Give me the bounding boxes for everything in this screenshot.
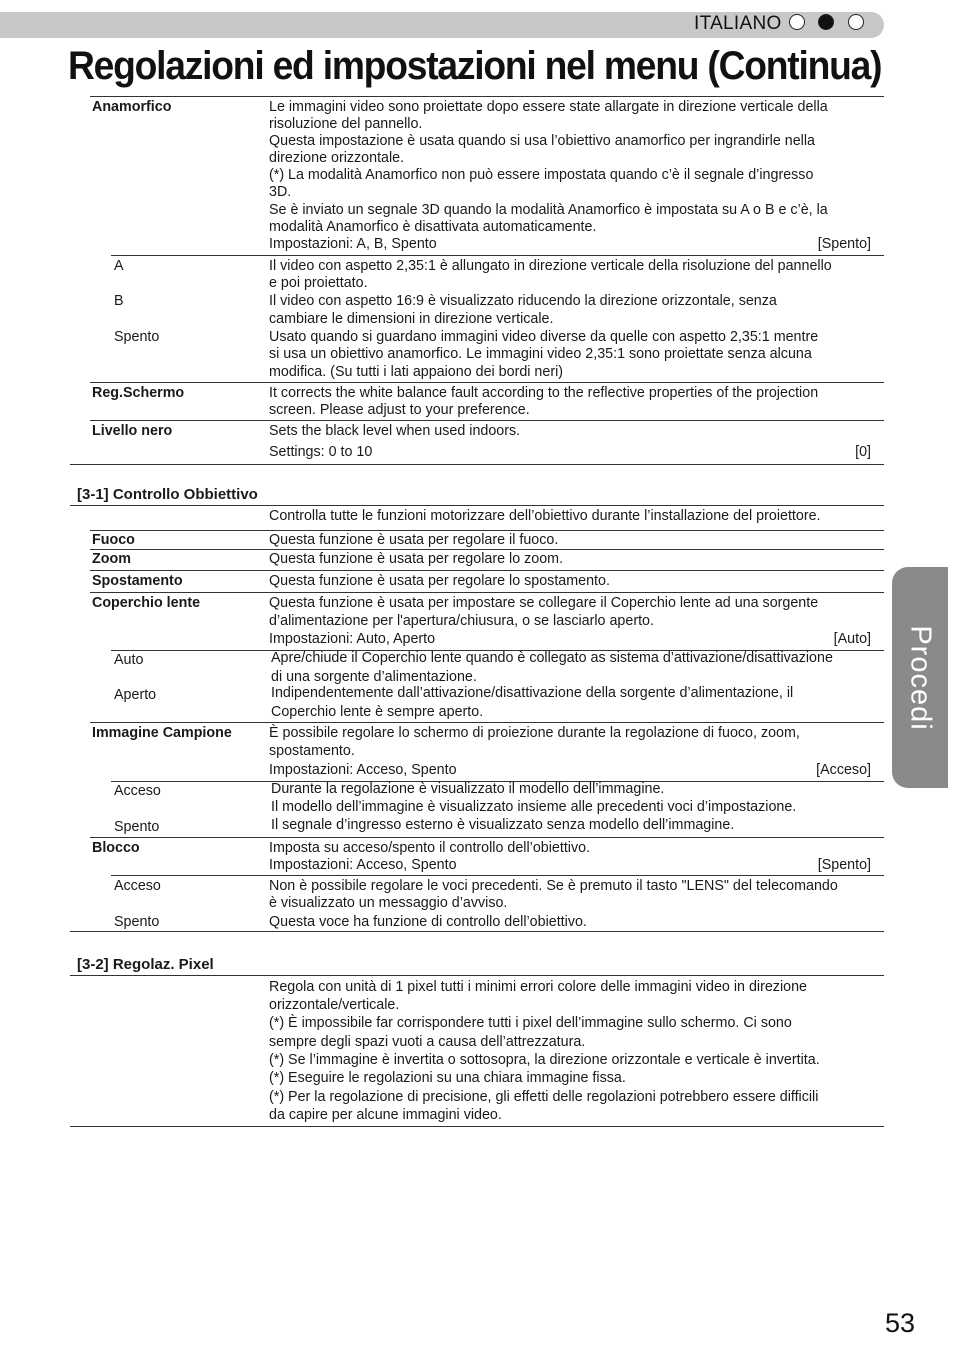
divider (90, 96, 884, 97)
zoom-text: Questa funzione è usata per regolare lo zoom. (269, 551, 564, 567)
anamorfico-text: (*) La modalità Anamorfico non può essere impostata quando c’è il segnale d’ingresso (269, 167, 814, 183)
option-label-aperto: Aperto (114, 687, 157, 703)
option-text: Usato quando si guardano immagini video diverse da quelle con aspetto 2,35:1 mentre (269, 329, 819, 345)
blocco-settings: Impostazioni: Acceso, Spento (269, 857, 457, 873)
option-text: Non è possibile regolare le voci precedenti. Se è premuto il tasto "LENS" del telecomando (269, 878, 838, 894)
page-title: Regolazioni ed impostazioni nel menu (Continua) (68, 44, 882, 88)
page-indicator-dot-2 (818, 14, 834, 30)
option-text: Coperchio lente è sempre aperto. (271, 704, 484, 720)
reg-schermo-text: It corrects the white balance fault according to the reflective properties of the projection (269, 385, 819, 401)
divider (70, 931, 884, 932)
spostamento-text: Questa funzione è usata per regolare lo spostamento. (269, 573, 610, 589)
pixel-text: Regola con unità di 1 pixel tutti i minimi errori colore delle immagini video in direzione (269, 979, 807, 995)
divider (70, 975, 884, 976)
item-label-fuoco: Fuoco (92, 532, 135, 548)
item-label-zoom: Zoom (92, 551, 131, 567)
divider (90, 570, 884, 571)
option-text: si usa un obiettivo anamorfico. Le immagini video 2,35:1 sono proiettate senza alcuna (269, 346, 812, 362)
divider (90, 592, 884, 593)
item-label-blocco: Blocco (92, 840, 140, 856)
option-text: Il modello dell’immagine è visualizzato insieme alle precedenti voci d’impostazione. (271, 799, 797, 815)
divider (90, 530, 884, 531)
option-label-auto: Auto (114, 652, 144, 668)
anamorfico-text: Se è inviato un segnale 3D quando la modalità Anamorfico è impostata su A o B e c’è, la (269, 202, 828, 218)
page-indicator-dot-1 (789, 14, 805, 30)
option-text: Il video con aspetto 2,35:1 è allungato in direzione verticale della risoluzione del pannello (269, 258, 832, 274)
livello-nero-default: [0] (855, 444, 871, 460)
fuoco-text: Questa funzione è usata per regolare il fuoco. (269, 532, 559, 548)
option-text: Il video con aspetto 16:9 è visualizzato riducendo la direzione orizzontale, senza (269, 293, 777, 309)
option-label-spento: Spento (114, 819, 160, 835)
pixel-text: (*) Per la regolazione di precisione, gli effetti delle regolazioni potrebbero essere difficili (269, 1089, 819, 1105)
option-text: è visualizzato un messaggio d’avviso. (269, 895, 508, 911)
divider (70, 1126, 884, 1127)
coperchio-text: Questa funzione è usata per impostare se collegare il Coperchio lente ad una sorgente (269, 595, 819, 611)
page-indicator-dot-3 (848, 14, 864, 30)
option-label-a: A (114, 258, 124, 274)
item-label-spostamento: Spostamento (92, 573, 183, 589)
item-label-livello-nero: Livello nero (92, 423, 173, 439)
option-text: cambiare le dimensioni in direzione verticale. (269, 311, 554, 327)
coperchio-settings: Impostazioni: Auto, Aperto (269, 631, 436, 647)
anamorfico-text: Le immagini video sono proiettate dopo essere state allargate in direzione verticale della (269, 99, 828, 115)
side-tab (892, 567, 948, 788)
immagine-text: È possibile regolare lo schermo di proiezione durante la regolazione di fuoco, zoom, (269, 725, 800, 741)
livello-nero-settings: Settings: 0 to 10 (269, 444, 373, 460)
anamorfico-default: [Spento] (817, 236, 871, 252)
anamorfico-text: direzione orizzontale. (269, 150, 405, 166)
option-text: Indipendentemente dall’attivazione/disattivazione della sorgente d’alimentazione, il (271, 685, 794, 701)
pixel-text: orizzontale/verticale. (269, 997, 400, 1013)
divider (90, 420, 884, 421)
anamorfico-text: risoluzione del pannello. (269, 116, 423, 132)
option-text: Apre/chiude il Coperchio lente quando è collegato as sistema d’attivazione/disattivazione (271, 650, 833, 666)
blocco-text: Imposta su acceso/spento il controllo dell’obiettivo. (269, 840, 591, 856)
pixel-text: sempre degli spazi vuoti a causa dell’attrezzatura. (269, 1034, 586, 1050)
page-number: 53 (885, 1308, 916, 1338)
divider (90, 382, 884, 383)
option-label-acceso: Acceso (114, 878, 161, 894)
coperchio-default: [Auto] (833, 631, 871, 647)
anamorfico-text: Questa impostazione è usata quando si usa l’obiettivo anamorfico per ingrandirle nella (269, 133, 815, 149)
side-tab-label: Procedi (904, 624, 937, 731)
option-label-spento: Spento (114, 329, 160, 345)
divider (90, 549, 884, 550)
divider (111, 255, 884, 256)
language-label: ITALIANO (694, 13, 782, 34)
pixel-text: (*) Se l’immagine è invertita o sottosopra, la direzione orizzontale e verticale è invertita. (269, 1052, 820, 1068)
item-label-anamorfico: Anamorfico (92, 99, 172, 115)
option-label-spento: Spento (114, 914, 160, 930)
section-heading-3-2: [3-2] Regolaz. Pixel (77, 956, 214, 973)
pixel-text: (*) È impossibile far corrispondere tutti i pixel dell’immagine sullo schermo. Ci sono (269, 1015, 792, 1031)
divider (70, 464, 884, 465)
item-label-reg-schermo: Reg.Schermo (92, 385, 185, 401)
immagine-settings: Impostazioni: Acceso, Spento (269, 762, 457, 778)
divider (90, 722, 884, 723)
option-text: Questa voce ha funzione di controllo dell’obiettivo. (269, 914, 587, 930)
item-label-coperchio-lente: Coperchio lente (92, 595, 201, 611)
pixel-text: da capire per alcune immagini video. (269, 1107, 502, 1123)
divider (70, 505, 884, 506)
option-label-b: B (114, 293, 124, 309)
option-text: Durante la regolazione è visualizzato il modello dell’immagine. (271, 781, 665, 797)
option-text: modifica. (Su tutti i lati appaiono dei bordi neri) (269, 364, 564, 380)
option-text: e poi proiettato. (269, 275, 368, 291)
anamorfico-settings: Impostazioni: A, B, Spento (269, 236, 437, 252)
item-label-immagine-campione: Immagine Campione (92, 725, 232, 741)
anamorfico-text: 3D. (269, 184, 292, 200)
anamorfico-text: modalità Anamorfico è disattivata automaticamente. (269, 219, 597, 235)
section-heading-3-1: [3-1] Controllo Obbiettivo (77, 486, 258, 503)
option-text: Il segnale d’ingresso esterno è visualizzato senza modello dell’immagine. (271, 817, 735, 833)
option-text: di una sorgente d’alimentazione. (271, 669, 477, 685)
divider (90, 837, 884, 838)
option-label-acceso: Acceso (114, 783, 161, 799)
immagine-default: [Acceso] (816, 762, 871, 778)
divider (111, 875, 884, 876)
pixel-text: (*) Eseguire le regolazioni su una chiara immagine fissa. (269, 1070, 626, 1086)
reg-schermo-text: screen. Please adjust to your preference. (269, 402, 530, 418)
blocco-default: [Spento] (817, 857, 871, 873)
section-3-1-intro: Controlla tutte le funzioni motorizzare dell’obiettivo durante l’installazione del proiettore. (269, 508, 821, 524)
coperchio-text: d’alimentazione per l'apertura/chiusura, o se lasciarlo aperto. (269, 613, 654, 629)
immagine-text: spostamento. (269, 743, 355, 759)
livello-nero-text: Sets the black level when used indoors. (269, 423, 521, 439)
